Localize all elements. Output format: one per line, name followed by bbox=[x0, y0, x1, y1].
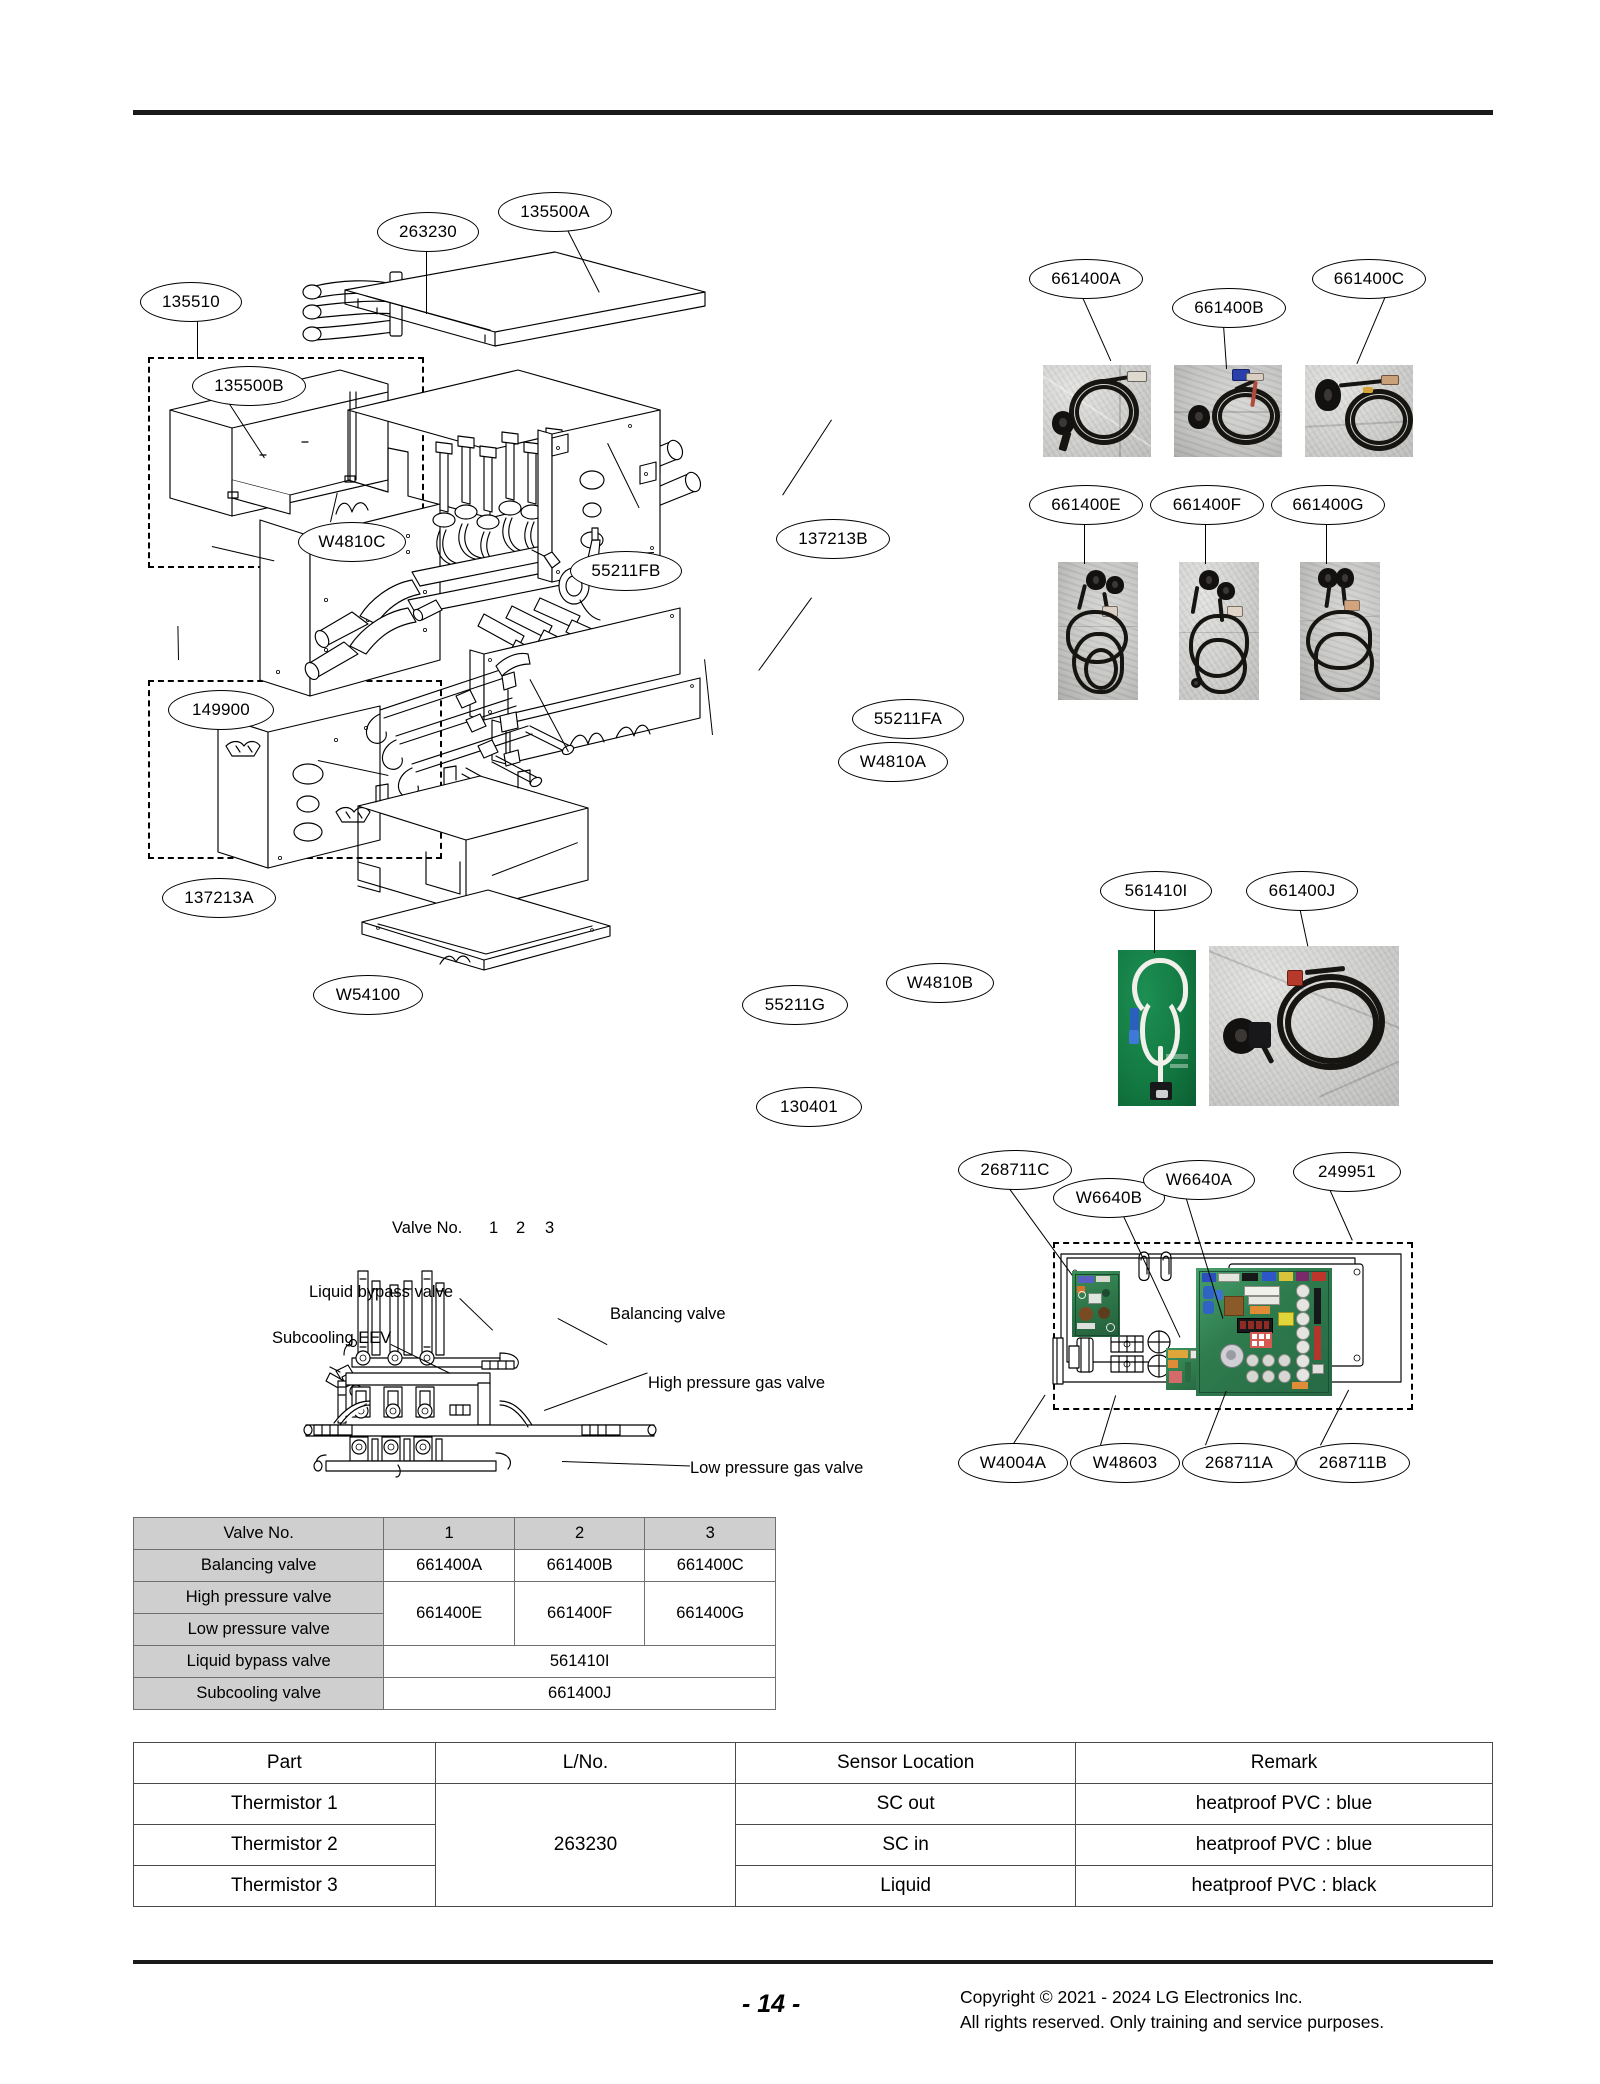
schematic-label-subcooling-eev: Subcooling EEV bbox=[272, 1329, 392, 1347]
photo-661400B bbox=[1174, 365, 1282, 457]
copyright-line-1: Copyright © 2021 - 2024 LG Electronics Inc. bbox=[960, 1987, 1303, 2007]
valve-row-3-label: Liquid bypass valve bbox=[134, 1646, 384, 1678]
table-row bbox=[134, 1678, 776, 1710]
table-row bbox=[134, 1784, 1493, 1825]
photo-661400C bbox=[1305, 365, 1413, 457]
thermistor-header-3: Remark bbox=[1075, 1743, 1492, 1784]
table-row bbox=[134, 1866, 1493, 1907]
callout-55211G[interactable] bbox=[742, 985, 848, 1025]
page-number: - 14 - bbox=[742, 1990, 801, 2018]
thermistor-table-header-row bbox=[134, 1743, 1493, 1784]
valve-number-table bbox=[133, 1517, 776, 1710]
valve-table-header-2: 2 bbox=[514, 1518, 645, 1550]
callout-149900[interactable] bbox=[168, 690, 274, 730]
photo-268711B-main-pcb bbox=[1196, 1268, 1332, 1396]
callout-137213B[interactable] bbox=[776, 519, 890, 559]
callout-661400B-label: 661400B bbox=[1194, 298, 1264, 317]
callout-55211FB[interactable] bbox=[570, 551, 682, 591]
callout-661400F-label: 661400F bbox=[1172, 495, 1242, 514]
schematic-valve-no-2: 2 bbox=[516, 1219, 526, 1237]
callout-W4810C[interactable] bbox=[298, 522, 406, 562]
callout-263230-label: 263230 bbox=[399, 222, 457, 241]
callout-135500A-label: 135500A bbox=[520, 202, 590, 221]
photo-661400A bbox=[1043, 365, 1151, 457]
thermistor-header-0: Part bbox=[134, 1743, 436, 1784]
valve-row-4-label: Subcooling valve bbox=[134, 1678, 384, 1710]
valve-row-3-span: 561410I bbox=[384, 1646, 776, 1678]
callout-661400G-label: 661400G bbox=[1292, 495, 1364, 514]
leader-263230 bbox=[426, 250, 427, 314]
callout-268711C[interactable] bbox=[958, 1150, 1072, 1190]
callout-W48603-label: W48603 bbox=[1092, 1453, 1158, 1472]
valve-row-0-c2: 661400B bbox=[514, 1550, 645, 1582]
thermistor-row-2-remark: heatproof PVC : black bbox=[1075, 1866, 1492, 1907]
callout-W6640A[interactable] bbox=[1143, 1160, 1255, 1200]
valve-row-1-c2: 661400F bbox=[514, 1582, 645, 1646]
valve-row-1-c1: 661400E bbox=[384, 1582, 515, 1646]
photo-661400E bbox=[1058, 562, 1138, 700]
valve-table-header-3: 3 bbox=[645, 1518, 776, 1550]
callout-268711A[interactable] bbox=[1182, 1443, 1296, 1483]
callout-561410I-label: 561410I bbox=[1124, 881, 1188, 900]
callout-661400J[interactable] bbox=[1246, 871, 1358, 911]
valve-table-header-0: Valve No. bbox=[134, 1518, 384, 1550]
callout-135510-label: 135510 bbox=[162, 292, 220, 311]
callout-661400E[interactable] bbox=[1029, 485, 1143, 525]
thermistor-header-1: L/No. bbox=[435, 1743, 736, 1784]
leader-561410I bbox=[1154, 907, 1155, 953]
thermistor-lno: 263230 bbox=[435, 1784, 736, 1907]
header-rule bbox=[133, 110, 1493, 115]
callout-661400C[interactable] bbox=[1312, 259, 1426, 299]
callout-661400F[interactable] bbox=[1150, 485, 1264, 525]
callout-55211FA[interactable] bbox=[852, 699, 964, 739]
footer-rule bbox=[133, 1960, 1493, 1964]
callout-W4810A-label: W4810A bbox=[859, 752, 927, 771]
callout-661400J-label: 661400J bbox=[1268, 881, 1336, 900]
callout-W4810B-label: W4810B bbox=[906, 973, 974, 992]
callout-55211FA-label: 55211FA bbox=[873, 709, 943, 728]
leader-661400G bbox=[1326, 520, 1327, 564]
thermistor-row-1-part: Thermistor 2 bbox=[134, 1825, 436, 1866]
thermistor-row-2-location: Liquid bbox=[736, 1866, 1076, 1907]
thermistor-row-0-location: SC out bbox=[736, 1784, 1076, 1825]
schematic-high-pressure-row bbox=[346, 1373, 490, 1425]
callout-W54100-label: W54100 bbox=[335, 985, 401, 1004]
callout-W4004A[interactable] bbox=[958, 1443, 1068, 1483]
callout-661400C-label: 661400C bbox=[1333, 269, 1405, 288]
callout-W54100[interactable] bbox=[313, 975, 423, 1015]
leader-661400A bbox=[1081, 295, 1111, 361]
valve-row-4-span: 661400J bbox=[384, 1678, 776, 1710]
callout-561410I[interactable] bbox=[1100, 871, 1212, 911]
copyright-line-2: All rights reserved. Only training and service purposes. bbox=[960, 2012, 1385, 2033]
schematic-label-high-pressure-gas-valve: High pressure gas valve bbox=[648, 1374, 826, 1392]
callout-W4810C-label: W4810C bbox=[318, 532, 386, 551]
thermistor-row-0-remark: heatproof PVC : blue bbox=[1075, 1784, 1492, 1825]
photo-661400J bbox=[1209, 946, 1399, 1106]
photo-661400F bbox=[1179, 562, 1259, 700]
callout-137213B-label: 137213B bbox=[798, 529, 868, 548]
callout-W48603[interactable] bbox=[1070, 1443, 1180, 1483]
callout-137213A[interactable] bbox=[162, 878, 276, 918]
part-137213A-plate bbox=[218, 706, 380, 868]
schematic-valve-no-label: Valve No. bbox=[392, 1219, 463, 1237]
valve-row-0-c3: 661400C bbox=[645, 1550, 776, 1582]
thermistor-header-2: Sensor Location bbox=[736, 1743, 1076, 1784]
leader-661400F bbox=[1205, 520, 1206, 564]
leader-135510 bbox=[197, 317, 198, 359]
valve-table-header-row bbox=[134, 1518, 776, 1550]
callout-135500A[interactable] bbox=[498, 192, 612, 232]
schematic-low-pressure-row bbox=[314, 1437, 510, 1477]
thermistor-row-1-location: SC in bbox=[736, 1825, 1076, 1866]
valve-row-2-label: Low pressure valve bbox=[134, 1614, 384, 1646]
schematic-label-liquid-bypass-valve: Liquid bypass valve bbox=[309, 1283, 454, 1301]
callout-249951[interactable] bbox=[1293, 1152, 1401, 1192]
callout-135500B[interactable] bbox=[192, 366, 306, 406]
callout-W4810B[interactable] bbox=[886, 963, 994, 1003]
callout-661400A-label: 661400A bbox=[1051, 269, 1121, 288]
callout-137213A-label: 137213A bbox=[184, 888, 254, 907]
callout-661400E-label: 661400E bbox=[1051, 495, 1121, 514]
callout-W6640A-label: W6640A bbox=[1165, 1170, 1233, 1189]
callout-268711B-label: 268711B bbox=[1318, 1453, 1388, 1472]
callout-55211FB-label: 55211FB bbox=[591, 561, 661, 580]
schematic-label-balancing-valve: Balancing valve bbox=[610, 1305, 726, 1323]
thermistor-row-1-remark: heatproof PVC : blue bbox=[1075, 1825, 1492, 1866]
callout-661400B[interactable] bbox=[1172, 288, 1286, 328]
thermistor-row-2-part: Thermistor 3 bbox=[134, 1866, 436, 1907]
callout-149900-label: 149900 bbox=[192, 700, 250, 719]
valve-row-1-c3: 661400G bbox=[645, 1582, 776, 1646]
photo-268711C-pcb bbox=[1072, 1271, 1120, 1337]
leader-661400E bbox=[1084, 520, 1085, 564]
callout-135510[interactable] bbox=[140, 282, 242, 322]
leader-661400B bbox=[1223, 325, 1227, 369]
callout-249951-label: 249951 bbox=[1318, 1162, 1376, 1181]
schematic-valve-no-3: 3 bbox=[545, 1219, 555, 1237]
leader-249951 bbox=[1329, 1189, 1353, 1241]
valve-table-header-1: 1 bbox=[384, 1518, 515, 1550]
part-W54100-open-box bbox=[358, 766, 588, 912]
callout-W4810A[interactable] bbox=[838, 742, 948, 782]
thermistor-table bbox=[133, 1742, 1493, 1907]
callout-W4004A-label: W4004A bbox=[979, 1453, 1047, 1472]
leader-W4004A bbox=[1012, 1395, 1046, 1446]
schematic-label-low-pressure-gas-valve: Low pressure gas valve bbox=[690, 1459, 864, 1477]
valve-row-0-label: Balancing valve bbox=[134, 1550, 384, 1582]
exploded-assembly-drawing bbox=[140, 180, 960, 1180]
schematic-valve-no-1: 1 bbox=[489, 1219, 499, 1237]
copyright-notice bbox=[960, 1985, 1384, 2036]
callout-W6640B-label: W6640B bbox=[1075, 1188, 1143, 1207]
callout-130401-label: 130401 bbox=[780, 1097, 838, 1116]
table-row bbox=[134, 1646, 776, 1678]
callout-55211G-label: 55211G bbox=[764, 995, 826, 1014]
valve-row-0-c1: 661400A bbox=[384, 1550, 515, 1582]
photo-561410I bbox=[1118, 950, 1196, 1106]
part-130401-base-pan bbox=[362, 890, 610, 970]
callout-268711C-label: 268711C bbox=[980, 1160, 1050, 1179]
callout-661400G[interactable] bbox=[1271, 485, 1385, 525]
callout-268711A-label: 268711A bbox=[1204, 1453, 1274, 1472]
callout-263230[interactable] bbox=[377, 212, 479, 252]
callout-268711B[interactable] bbox=[1296, 1443, 1410, 1483]
table-row bbox=[134, 1825, 1493, 1866]
photo-661400G bbox=[1300, 562, 1380, 700]
valve-row-1-label: High pressure valve bbox=[134, 1582, 384, 1614]
table-row bbox=[134, 1550, 776, 1582]
leader-661400J bbox=[1299, 907, 1308, 946]
callout-130401[interactable] bbox=[756, 1087, 862, 1127]
callout-135500B-label: 135500B bbox=[214, 376, 284, 395]
callout-661400A[interactable] bbox=[1029, 259, 1143, 299]
table-row bbox=[134, 1582, 776, 1614]
thermistor-row-0-part: Thermistor 1 bbox=[134, 1784, 436, 1825]
leader-661400C bbox=[1356, 294, 1387, 364]
